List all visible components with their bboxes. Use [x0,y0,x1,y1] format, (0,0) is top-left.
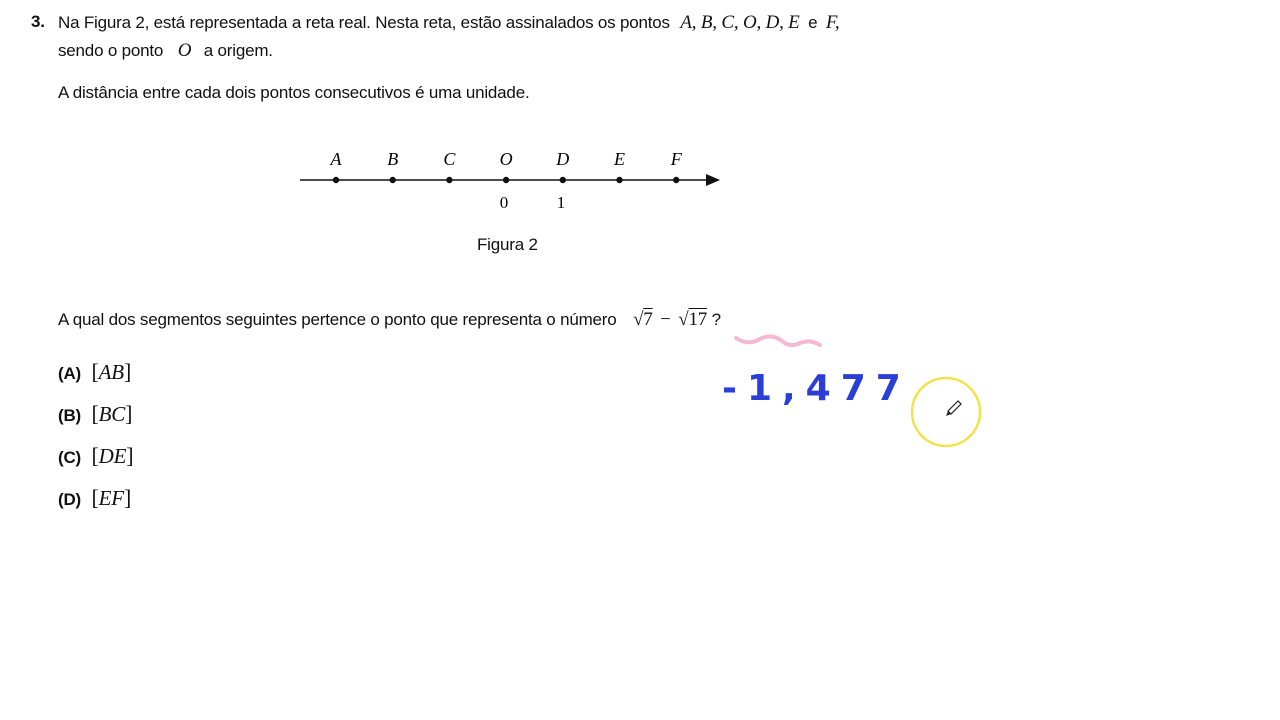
option-label: (C) [58,448,81,467]
question-line-2 [58,40,273,62]
bracket-right: ] [126,443,134,468]
point-dot-a [333,177,339,183]
question-number: 3. [31,12,45,31]
point-dot-b [390,177,396,183]
point-label-d: D [556,149,570,169]
question-line-1 [31,12,45,32]
pencil-icon [946,401,961,416]
point-dot-d [560,177,566,183]
option-label: (B) [58,406,81,425]
bracket-left: [ [91,359,99,384]
bracket-right: ] [123,359,132,384]
question-text-2b: a origem. [203,41,273,60]
point-dot-o [503,177,509,183]
point-label-f: F [670,149,682,169]
highlight-squiggle [730,330,830,360]
handwritten-value: -1,477 [722,368,911,409]
sqrt-symbol-icon: √ [678,309,689,330]
bracket-right: ] [125,401,133,426]
bracket-left: [ [91,443,99,468]
arrow-head-icon [706,174,720,186]
option-label: (A) [58,364,81,383]
prompt-line [58,309,721,331]
question-text-1: Na Figura 2, está representada a reta real. Nesta reta, estão assinalados os pontos [58,13,670,32]
bracket-left: [ [91,401,99,426]
and-word: e [808,13,818,32]
point-label-a: A [330,149,342,169]
origin-letter: O [177,40,192,61]
points-list-last: F, [825,12,840,33]
option-segment: AB [98,360,124,384]
distance-text: A distância entre cada dois pontos consecutivos é uma unidade. [58,83,530,102]
option-segment: EF [98,486,124,510]
figure-caption: Figura 2 [477,235,538,254]
tick-zero: 0 [499,193,509,212]
bracket-right: ] [123,485,132,510]
sqrt-expression [633,309,712,330]
point-dot-e [616,177,622,183]
option-segment: BC [98,402,126,426]
point-dot-c [446,177,452,183]
option-a[interactable] [58,359,131,385]
sqrt-b-value: 17 [688,309,708,330]
point-label-b: B [387,149,399,169]
option-d[interactable] [58,485,131,511]
point-label-o: O [499,149,513,169]
option-b[interactable] [58,401,132,427]
sqrt-symbol-icon: √ [633,309,644,330]
question-line-1-text [58,12,839,34]
question-mark: ? [711,310,721,329]
sqrt-a-value: 7 [643,309,653,330]
minus-sign: − [660,309,671,330]
point-label-e: E [614,149,625,169]
points-list: A, B, C, O, D, E [680,12,800,33]
question-text-2a: sendo o ponto [58,41,164,60]
option-c[interactable] [58,443,133,469]
option-segment: DE [98,444,127,468]
cursor-highlight [908,375,988,455]
point-dot-f [673,177,679,183]
number-line-figure [290,140,740,220]
tick-one: 1 [556,193,566,212]
bracket-left: [ [91,485,99,510]
point-label-c: C [443,149,456,169]
prompt-text: A qual dos segmentos seguintes pertence o ponto que representa o número [58,310,617,329]
option-label: (D) [58,490,81,509]
